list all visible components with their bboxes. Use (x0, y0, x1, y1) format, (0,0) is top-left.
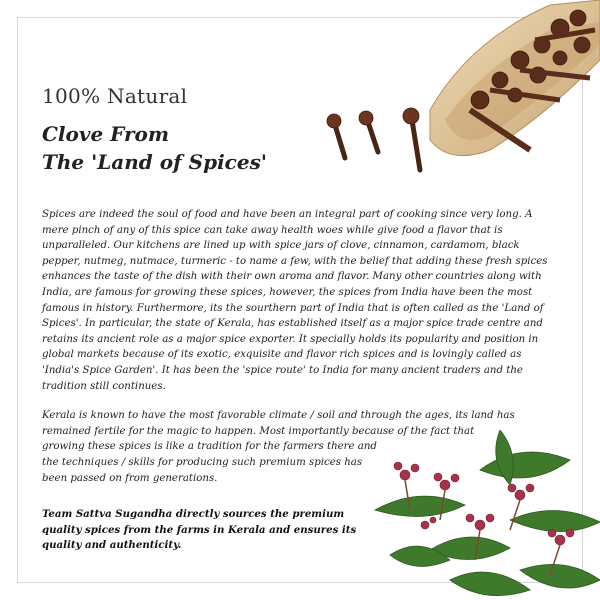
page-title (42, 120, 267, 176)
paragraph-kerala (42, 408, 558, 439)
eyebrow-text: 100% Natural (42, 84, 188, 108)
title-line-2: The 'Land of Spices' (42, 150, 267, 174)
paragraph-kerala-continued: growing these spices is like a tradition for the farmers there and the techniques / skills for producing such premium spices has been passed on from generations. (42, 441, 377, 484)
title-line-1: Clove From (42, 122, 170, 146)
team-statement: Team Sattva Sugandha directly sources the premium quality spices from the farms in Kerala and ensures its quality and authenticity. (42, 508, 357, 552)
clove-scoop-image (320, 0, 600, 180)
body-text (42, 207, 558, 500)
paragraph-intro: Spices are indeed the soul of food and have been an integral part of cooking since very long. A mere pinch of any of this spice can take away health woes while give food a flavor that is unparalleled. Our kitchens are lined up with spice jars of clove, cinnamon, cardamom, black pepper, nutmeg, nutmace, turmeric - to name a few, with the belief that adding these fresh spices enhances the taste of the dish with their own aroma and flavor. Many other countries along with India, are famous for growing these spices, however, the spices from India have been the most famous in history. Furthermore, its the sourthern part of India that is often called as the 'Land of Spices'. In particular, the state of Kerala, has established itself as a major spice trade centre and retains its ancient role as a major spice exporter. It specially holds its popularity and position in global markets because of its exotic, exquisite and flavor rich spices and is lovingly called as 'India's Spice Garden'. It has been the 'spice route' to India for many ancient traders and the tradition still continues. (42, 209, 548, 392)
paragraph-kerala-lead: Kerala is known to have the most favorable climate / soil and through the ages, its land has remained fertile for the magic to happen. Most importantly because of the fact that (42, 410, 515, 437)
